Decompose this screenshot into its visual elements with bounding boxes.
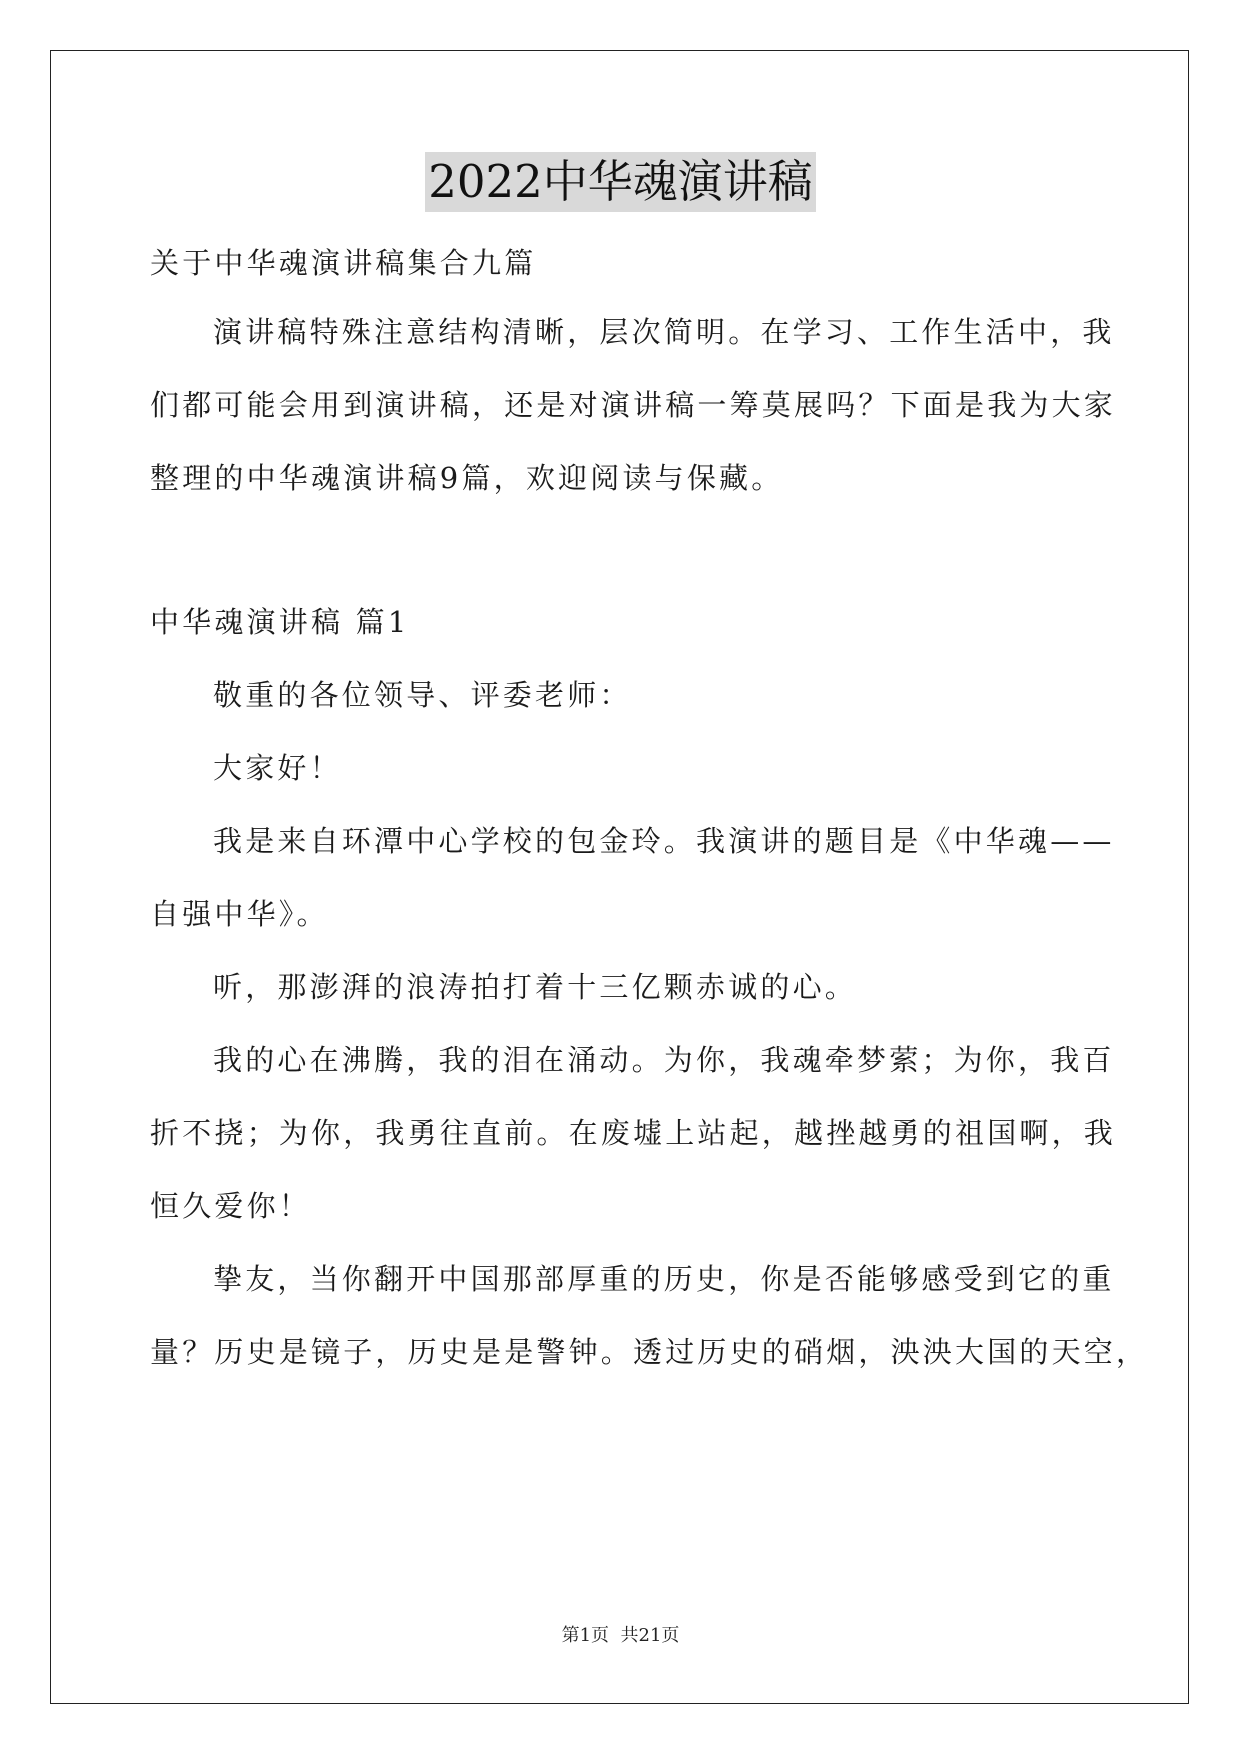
title-container xyxy=(0,152,1241,212)
document-subtitle: 关于中华魂演讲稿集合九篇 xyxy=(150,246,537,280)
body-line: 我的心在沸腾，我的泪在涌动。为你，我魂牵梦萦；为你，我百 xyxy=(213,1043,1115,1077)
page-footer xyxy=(0,1624,1241,1648)
intro-line: 们都可能会用到演讲稿，还是对演讲稿一筹莫展吗？下面是我为大家 xyxy=(150,388,1117,422)
body-line: 挚友，当你翻开中国那部厚重的历史，你是否能够感受到它的重 xyxy=(213,1262,1115,1296)
body-line: 听，那澎湃的浪涛拍打着十三亿颗赤诚的心。 xyxy=(213,970,858,1004)
body-line: 恒久爱你！ xyxy=(150,1189,312,1223)
body-line: 量？历史是镜子，历史是是警钟。透过历史的硝烟，泱泱大国的天空， xyxy=(150,1335,1149,1369)
intro-line: 演讲稿特殊注意结构清晰，层次简明。在学习、工作生活中，我 xyxy=(213,315,1115,349)
body-line: 自强中华》。 xyxy=(150,897,329,931)
document-title: 2022中华魂演讲稿 xyxy=(425,152,816,212)
intro-line: 整理的中华魂演讲稿9篇，欢迎阅读与保藏。 xyxy=(150,461,784,495)
body-line: 折不挠；为你，我勇往直前。在废墟上站起，越挫越勇的祖国啊，我 xyxy=(150,1116,1117,1150)
page-border xyxy=(50,50,1189,1704)
body-line: 敬重的各位领导、评委老师： xyxy=(213,678,632,712)
body-line: 我是来自环潭中心学校的包金玲。我演讲的题目是《中华魂—— xyxy=(213,824,1115,858)
body-line: 大家好！ xyxy=(213,751,342,785)
page-number: 第1页 共21页 xyxy=(561,1625,680,1646)
section-heading: 中华魂演讲稿 篇1 xyxy=(150,605,410,639)
